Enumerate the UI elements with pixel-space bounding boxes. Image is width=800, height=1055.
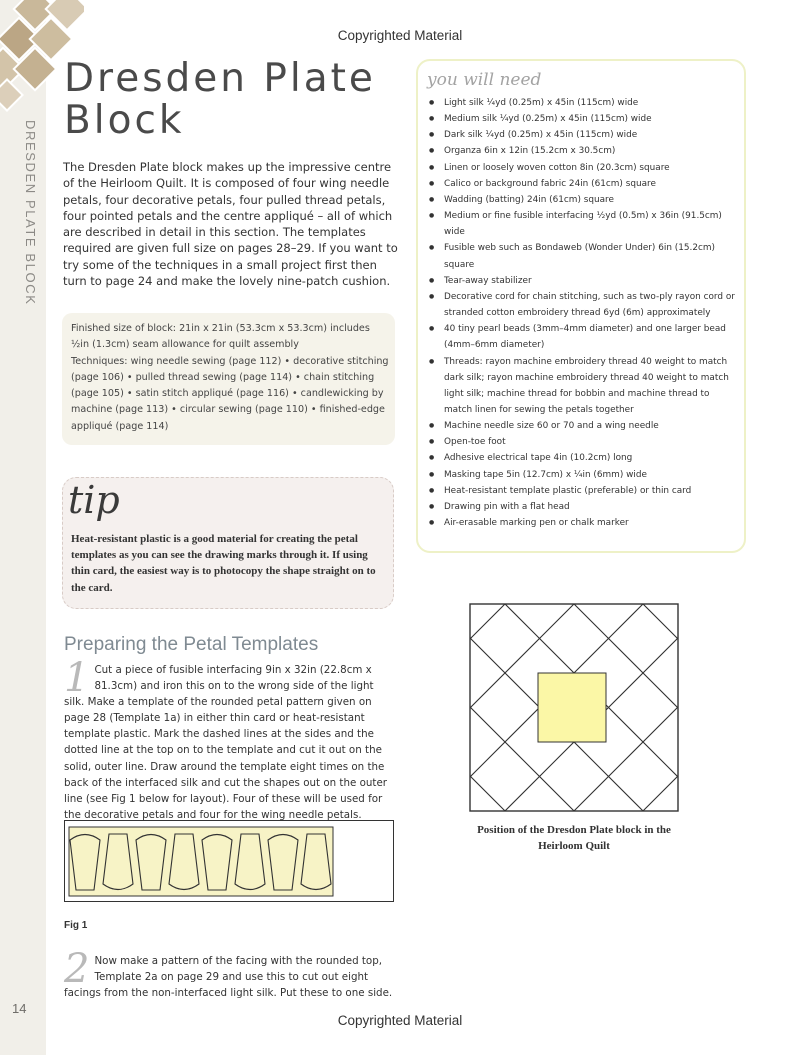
material-item: ● Dark silk ¼yd (0.25m) x 45in (115cm) wide xyxy=(429,127,739,143)
material-item: ● Medium silk ¼yd (0.25m) x 45in (115cm) wide xyxy=(429,111,739,127)
material-item: ● Drawing pin with a flat head xyxy=(429,499,739,515)
page-title xyxy=(64,58,404,142)
material-item: ● Calico or background fabric 24in (61cm) square xyxy=(429,176,739,192)
intro-paragraph: The Dresden Plate block makes up the impressive centre of the Heirloom Quilt. It is composed of four wing needle petals, four decorative petals, four pulled thread petals, four pointed petals and the centre appliqué – all of which are described in detail in this section. The templates required are given full size on pages 28–29. If you want to try some of the techniques in a small project first then turn to page 24 and make the lovely nine-patch cushion. xyxy=(63,160,398,289)
finished-size-value: 21in x 21in (53.3cm x 53.3cm) includes ½in (1.3cm) seam allowance for quilt assembly xyxy=(71,323,370,351)
techniques-value: wing needle sewing (page 112) • decorative stitching (page 106) • pulled thread sewing (page 114) • chain stitching (page 105) • satin stitch appliqué (page 116) • candlewicking by machine (page 113) • circular sewing (page 110) • finished-edge appliqué (page 114) xyxy=(71,355,389,432)
step-2 xyxy=(64,946,396,1001)
material-item: ● Decorative cord for chain stitching, such as two-ply rayon cord or stranded cotton embroidery thread 6yd (6m) approximately xyxy=(429,289,739,321)
material-item: ● 40 tiny pearl beads (3mm–4mm diameter) and one larger bead (4mm–6mm diameter) xyxy=(429,321,739,353)
tip-label: tip xyxy=(68,478,120,522)
material-item: ● Linen or loosely woven cotton 8in (20.3cm) square xyxy=(429,160,739,176)
you-will-need-heading: you will need xyxy=(427,70,542,90)
material-item: ● Heat-resistant template plastic (preferable) or thin card xyxy=(429,483,739,499)
material-item: ● Air-erasable marking pen or chalk marker xyxy=(429,515,739,531)
step-number: 2 xyxy=(64,946,90,992)
copyright-top: Copyrighted Material xyxy=(337,28,463,43)
material-item: ● Open-toe foot xyxy=(429,434,739,450)
material-item: ● Tear-away stabilizer xyxy=(429,273,739,289)
material-item: ● Wadding (batting) 24in (61cm) square xyxy=(429,192,739,208)
material-item: ● Medium or fine fusible interfacing ½yd (0.5m) x 36in (91.5cm) wide xyxy=(429,208,739,240)
finished-size-label: Finished size of block: xyxy=(71,323,176,334)
material-item: ● Fusible web such as Bondaweb (Wonder Under) 6in (15.2cm) square xyxy=(429,240,739,272)
material-item: ● Adhesive electrical tape 4in (10.2cm) long xyxy=(429,450,739,466)
petal-template-shape xyxy=(202,835,232,891)
techniques xyxy=(71,354,389,435)
info-box-text xyxy=(71,321,389,435)
material-item: ● Threads: rayon machine embroidery thread 40 weight to match dark silk; rayon machine embroidery thread 40 weight to match light silk; machine thread for bobbin and machine thread to match linen for sewing the petals together xyxy=(429,354,739,419)
title-line-1: Dresden Plate xyxy=(64,56,376,101)
fig-1-label: Fig 1 xyxy=(64,920,88,931)
quilt-layout-diagram xyxy=(469,603,679,812)
petal-template-shape xyxy=(235,834,265,890)
tip-text: Heat-resistant plastic is a good material for creating the petal templates as you can see the drawing marks through it. If using thin card, the easiest way is to photocopy the shape straight on to the card. xyxy=(71,533,376,594)
petal-template-shape xyxy=(301,834,331,890)
finished-size xyxy=(71,321,389,354)
vertical-section-title: DRESDEN PLATE BLOCK xyxy=(23,120,38,306)
dresden-plate-block-position xyxy=(538,673,606,742)
petal-template-shape xyxy=(103,834,133,890)
step-number: 1 xyxy=(64,655,90,701)
techniques-label: Techniques: xyxy=(71,355,128,367)
petal-template-shape xyxy=(70,835,100,891)
fig-1-petal-layout xyxy=(64,820,394,902)
step-1 xyxy=(64,655,396,823)
page-number: 14 xyxy=(12,1001,27,1016)
step-text: Now make a pattern of the facing with the rounded top, Template 2a on page 29 and use this to cut out eight facings from the non-interfaced light silk. Put these to one side. xyxy=(64,955,393,1000)
diagram-caption: Position of the Dresdon Plate block in the Heirloom Quilt xyxy=(477,824,671,852)
section-heading: Preparing the Petal Templates xyxy=(64,634,319,655)
step-text: Cut a piece of fusible interfacing 9in x 32in (22.8cm x 81.3cm) and iron this on to the wrong side of the light silk. Make a template of the rounded petal pattern given on page 28 (Template 1a) in either thin card or heat-resistant template plastic. Mark the dashed lines at the sides and the dotted line at the top on to the template and cut it out on the solid, outer line. Draw around the template eight times on the back of the interfaced silk and cut the shapes out on the outer line (see Fig 1 below for layout). Four of these will be used for the decorative petals and four for the wing needle petals. xyxy=(64,664,388,821)
petal-template-shape xyxy=(136,835,166,891)
materials-list xyxy=(429,95,739,531)
material-item: ● Machine needle size 60 or 70 and a wing needle xyxy=(429,418,739,434)
copyright-bottom: Copyrighted Material xyxy=(337,1013,463,1028)
material-item: ● Organza 6in x 12in (15.2cm x 30.5cm) xyxy=(429,143,739,159)
material-item: ● Masking tape 5in (12.7cm) x ¼in (6mm) wide xyxy=(429,467,739,483)
material-item: ● Light silk ¼yd (0.25m) x 45in (115cm) wide xyxy=(429,95,739,111)
petal-template-shape xyxy=(169,834,199,890)
title-line-2: Block xyxy=(64,98,185,143)
petal-template-shape xyxy=(268,835,298,891)
